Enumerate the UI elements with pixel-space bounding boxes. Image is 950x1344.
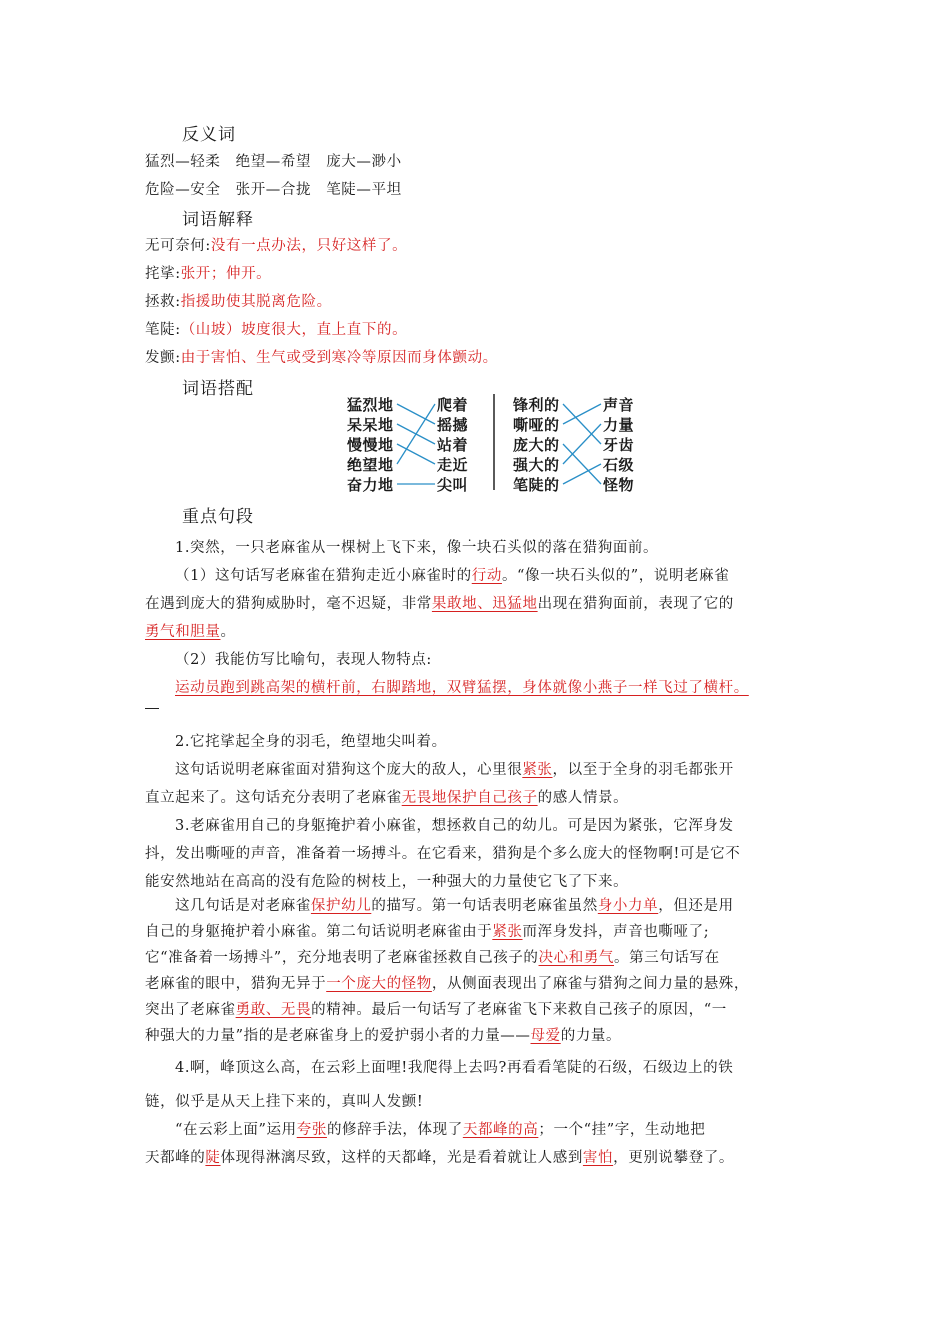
sentence-text: 1.突然，一只老麻雀从一棵树上飞下来，: [175, 540, 447, 556]
text: ，从侧面表现出了麻雀与猎狗之间力量的悬殊，: [431, 976, 750, 992]
text: 的感人情景。: [537, 790, 629, 806]
analysis-1-line-1: [175, 564, 729, 585]
text: ，更别说攀登了。: [613, 1150, 734, 1166]
emphasis-dot: .: [467, 530, 473, 544]
text: 天都峰的: [145, 1150, 206, 1166]
answer: 决心和勇气: [538, 950, 615, 966]
emphasis-dot: .: [547, 530, 553, 544]
analysis-4-line-2: [145, 1146, 734, 1167]
matching-exercise: [345, 392, 645, 492]
definition-text: 没有一点办法，只好这样了。: [210, 238, 408, 254]
match-word: 奋力地: [347, 476, 394, 494]
definition-text: （山坡）坡度很大，直上直下的。: [180, 322, 408, 338]
match-word: 声音: [603, 396, 635, 414]
answer: 身小力单: [597, 898, 659, 914]
text: 的修辞手法，体现了: [326, 1122, 463, 1138]
match-word: 嘶哑的: [513, 416, 560, 434]
text: 直立起来了。这句话充分表明了老麻雀: [145, 790, 402, 806]
analysis-4-line-1: [175, 1118, 705, 1139]
text: 的力量。: [560, 1028, 622, 1044]
definition-text: 张开；伸开。: [180, 266, 272, 282]
text: 出现在猎狗面前，表现了它的: [537, 596, 734, 612]
text: 。: [220, 624, 236, 640]
text: 这句话说明老麻雀面对猎狗这个庞大的敌人，心里很: [175, 762, 523, 778]
answer: 无畏地保护自己孩子: [401, 790, 538, 806]
text: 的描写。第一句话表明老麻雀虽然: [371, 898, 598, 914]
text: 在遇到庞大的猎狗威胁时，毫不迟疑，非常: [145, 596, 432, 612]
text: 它“准备着一场搏斗”，充分地表明了老麻雀拯救自己孩子的: [145, 950, 539, 966]
analysis-3-line-3: [145, 946, 720, 967]
text: ；一个“挂”字，生动地把: [538, 1122, 706, 1138]
definition-item: [145, 290, 332, 311]
analysis-3-line-6: [145, 1024, 621, 1045]
match-word: 庞大的: [513, 436, 560, 454]
analysis-1-line-2: [145, 592, 734, 613]
key-passages-heading: 重点句段: [182, 507, 254, 527]
answer-line: [145, 708, 159, 709]
sentence-3-line-2: 抖，发出嘶哑的声音，准备着一场搏斗。在它看来，猎狗是个多么庞大的怪物啊!可是它不: [145, 846, 741, 862]
match-word: 站着: [437, 436, 469, 454]
imitation-answer: 运动员跑到跳高架的横杆前，右脚踏地，双臂猛摆，身体就像小燕子一样飞过了横杆。: [175, 680, 749, 696]
sentence-4-line-2: [145, 1084, 424, 1111]
matching-connector: [563, 444, 601, 484]
definition-item: [145, 234, 407, 255]
emphasis-text: 像一块石头似的: [446, 540, 553, 556]
text: 链，似乎是从天上: [145, 1094, 266, 1110]
text: ，以至于全身的羽毛都张开: [552, 762, 734, 778]
imitation-prompt: （2）我能仿写比喻句，表现人物特点:: [175, 652, 432, 668]
emphasized-text: [446, 530, 553, 556]
matching-connector: [397, 404, 435, 464]
text: 的精神。最后一句话写了老麻雀飞下来救自己孩子的原因，“一: [311, 1002, 727, 1018]
match-word: 怪物: [603, 476, 635, 494]
answer: 行动: [471, 568, 502, 584]
match-word: 摇撼: [437, 416, 469, 434]
match-word: 石级: [603, 456, 635, 474]
answer: 勇敢、无畏: [235, 1002, 312, 1018]
match-word: 尖叫: [437, 476, 469, 494]
emphasis-dot: .: [531, 530, 537, 544]
match-word: 走近: [437, 456, 469, 474]
text: （1）这句话写老麻雀在猎狗走近小麻雀时的: [175, 568, 472, 584]
match-word: 猛烈地: [347, 396, 394, 414]
text: “在云彩上面”运用: [175, 1122, 297, 1138]
sentence-3-line-3: 能安然地站在高高的没有危险的树枝上，一种强大的力量使它飞了下来。: [145, 874, 629, 890]
match-word: 牙齿: [603, 436, 635, 454]
definition-term: 发颤:: [145, 350, 181, 366]
antonyms-heading: 反义词: [182, 125, 236, 145]
sentence-4-line-1: 4.啊，峰顶这么高，在云彩上面哩!我爬得上去吗?再看看笔陡的石级，石级边上的铁: [175, 1060, 734, 1076]
analysis-3-line-2: [145, 920, 709, 941]
emphasis-dot: .: [499, 530, 505, 544]
analysis-2-line-2: [145, 786, 628, 807]
text: 。“像一块石头似的”，说明老麻雀: [501, 568, 730, 584]
answer: 一个庞大的怪物: [326, 976, 432, 992]
answer: 母爱: [530, 1028, 561, 1044]
definition-text: 指援助使其脱离危险。: [180, 294, 332, 310]
text: 体现得淋漓尽致，这样的天都峰，光是看着就让人感到: [220, 1150, 583, 1166]
definition-item: [145, 346, 498, 367]
sentence-3-line-1: 3.老麻雀用自己的身躯掩护着小麻雀，想拯救自己的幼儿。可是因为紧张，它浑身发: [175, 818, 734, 834]
match-word: 强大的: [513, 456, 560, 474]
answer: 果敢地、迅猛地: [431, 596, 538, 612]
antonyms-row-1: 猛烈—轻柔 绝望—希望 庞大—渺小: [145, 154, 402, 170]
match-word: 锋利的: [513, 396, 560, 414]
definition-term: 笔陡:: [145, 322, 181, 338]
matching-connector: [563, 424, 601, 464]
answer: 保护幼儿: [310, 898, 372, 914]
text: 。第三句话写在: [614, 950, 720, 966]
match-word: 慢慢地: [347, 436, 394, 454]
matching-heading: 词语搭配: [182, 379, 254, 399]
analysis-3-line-1: [175, 894, 734, 915]
match-word: 笔陡的: [513, 476, 560, 494]
analysis-1-line-3: [145, 620, 236, 641]
definition-term: 挓挲:: [145, 266, 181, 282]
answer: 紧张: [492, 924, 523, 940]
text: 老麻雀的眼中，猎狗无异于: [145, 976, 327, 992]
definition-text: 由于害怕、生气或受到寒冷等原因而身体颤动。: [180, 350, 498, 366]
sentence-1: [175, 530, 659, 557]
text: ，但还是用: [658, 898, 734, 914]
definition-term: 拯救:: [145, 294, 181, 310]
analysis-3-line-5: [145, 998, 727, 1019]
sentence-text: 落在猎狗面前。: [552, 540, 659, 556]
emphasis-dot: .: [270, 1084, 276, 1098]
definition-item: [145, 318, 407, 339]
matching-connector: [563, 404, 601, 424]
text: 而浑身发抖，声音也嘶哑了;: [522, 924, 710, 940]
emphasis-dot: .: [515, 530, 521, 544]
match-word: 呆呆地: [347, 416, 394, 434]
match-word: 力量: [603, 416, 635, 434]
answer: 紧张: [522, 762, 553, 778]
answer: 天都峰的高: [462, 1122, 539, 1138]
emphasis-dot: .: [483, 530, 489, 544]
emphasis-text: 挂: [265, 1094, 281, 1110]
matching-connector: [563, 464, 601, 484]
definition-item: [145, 262, 271, 283]
match-word: 爬着: [437, 396, 469, 414]
answer: 陡: [205, 1150, 221, 1166]
answer: 夸张: [296, 1122, 327, 1138]
antonyms-row-2: 危险—安全 张开—合拢 笔陡—平坦: [145, 182, 402, 198]
match-word: 绝望地: [347, 456, 394, 474]
emphasized-text: [265, 1084, 281, 1110]
text: 种强大的力量”指的是老麻雀身上的爱护弱小者的力量——: [145, 1028, 531, 1044]
sentence-2: 2.它挓挲起全身的羽毛，绝望地尖叫着。: [175, 734, 447, 750]
answer: 害怕: [582, 1150, 614, 1166]
answer: 勇气和胆量: [145, 624, 221, 640]
text: 下来的，真叫人发颤!: [280, 1094, 424, 1110]
text: 突出了老麻雀: [145, 1002, 236, 1018]
definition-term: 无可奈何:: [145, 238, 211, 254]
emphasis-dot: .: [451, 530, 457, 544]
text: 这几句话是对老麻雀: [175, 898, 311, 914]
definitions-heading: 词语解释: [182, 210, 254, 230]
analysis-3-line-4: [145, 972, 749, 993]
analysis-2-line-1: [175, 758, 734, 779]
text: 自己的身躯掩护着小麻雀。第二句话说明老麻雀由于: [145, 924, 493, 940]
matching-connector: [563, 404, 601, 444]
